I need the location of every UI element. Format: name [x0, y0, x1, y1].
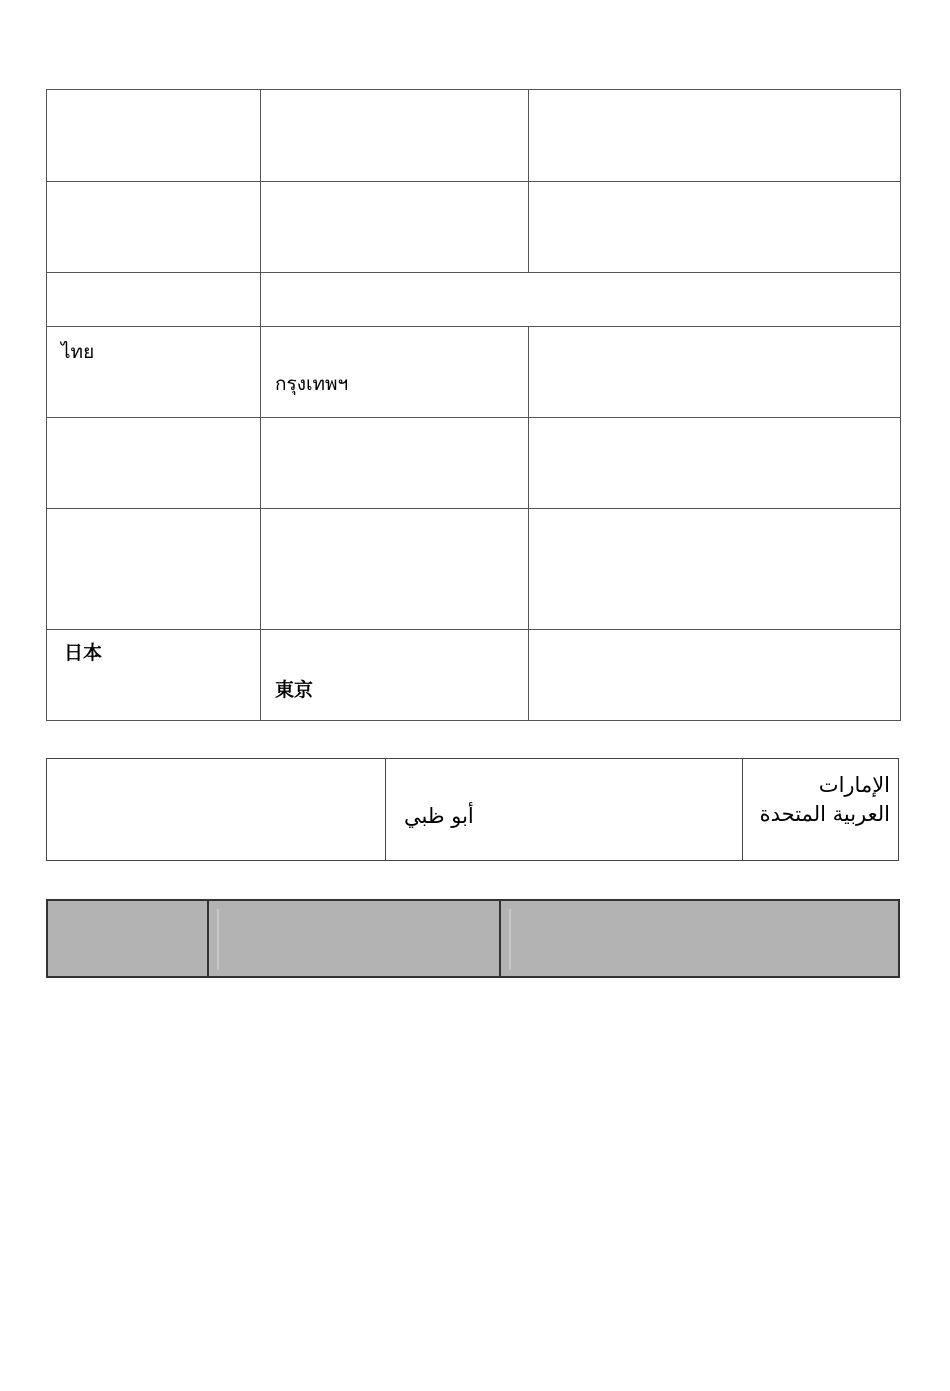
grey-header-table [46, 899, 900, 978]
header-cell [500, 900, 899, 977]
capital-name-japan: 東京 [275, 679, 314, 701]
table-row [47, 90, 901, 182]
capital-cell [261, 630, 529, 721]
country-cell [47, 273, 261, 327]
capital-name-uae: أبو ظبي [404, 804, 474, 828]
country-name-japan: 日本 [64, 642, 103, 664]
country-cell [47, 327, 261, 418]
table-row [47, 900, 899, 977]
notes-cell [47, 759, 386, 861]
header-cell [47, 900, 208, 977]
table-row [47, 327, 901, 418]
uae-table [46, 758, 899, 861]
capital-cell [261, 90, 529, 182]
country-cell [47, 90, 261, 182]
notes-cell [529, 90, 901, 182]
notes-cell [529, 630, 901, 721]
country-name-uae-line1: الإمارات [818, 773, 890, 797]
country-cell [47, 509, 261, 630]
notes-cell [529, 182, 901, 273]
notes-cell [529, 327, 901, 418]
capital-cell [261, 509, 529, 630]
capital-cell [261, 182, 529, 273]
capital-cell [386, 759, 743, 861]
capital-cell [261, 327, 529, 418]
table-row [47, 418, 901, 509]
country-cell [47, 418, 261, 509]
capital-name-thai: กรุงเทพฯ [275, 373, 349, 395]
table-row [47, 759, 899, 861]
country-cell [47, 630, 261, 721]
capital-cell [261, 418, 529, 509]
country-cell [743, 759, 899, 861]
table-row [47, 273, 901, 327]
countries-table [46, 89, 901, 721]
cell-divider [509, 909, 511, 970]
country-name-thai: ไทย [61, 341, 95, 363]
notes-cell [529, 509, 901, 630]
notes-cell [529, 418, 901, 509]
table-row [47, 630, 901, 721]
cell-divider [217, 909, 219, 970]
merged-cell [261, 273, 901, 327]
table-row [47, 182, 901, 273]
header-cell [208, 900, 500, 977]
country-cell [47, 182, 261, 273]
table-row [47, 509, 901, 630]
country-name-uae-line2: العربية المتحدة [759, 802, 890, 826]
